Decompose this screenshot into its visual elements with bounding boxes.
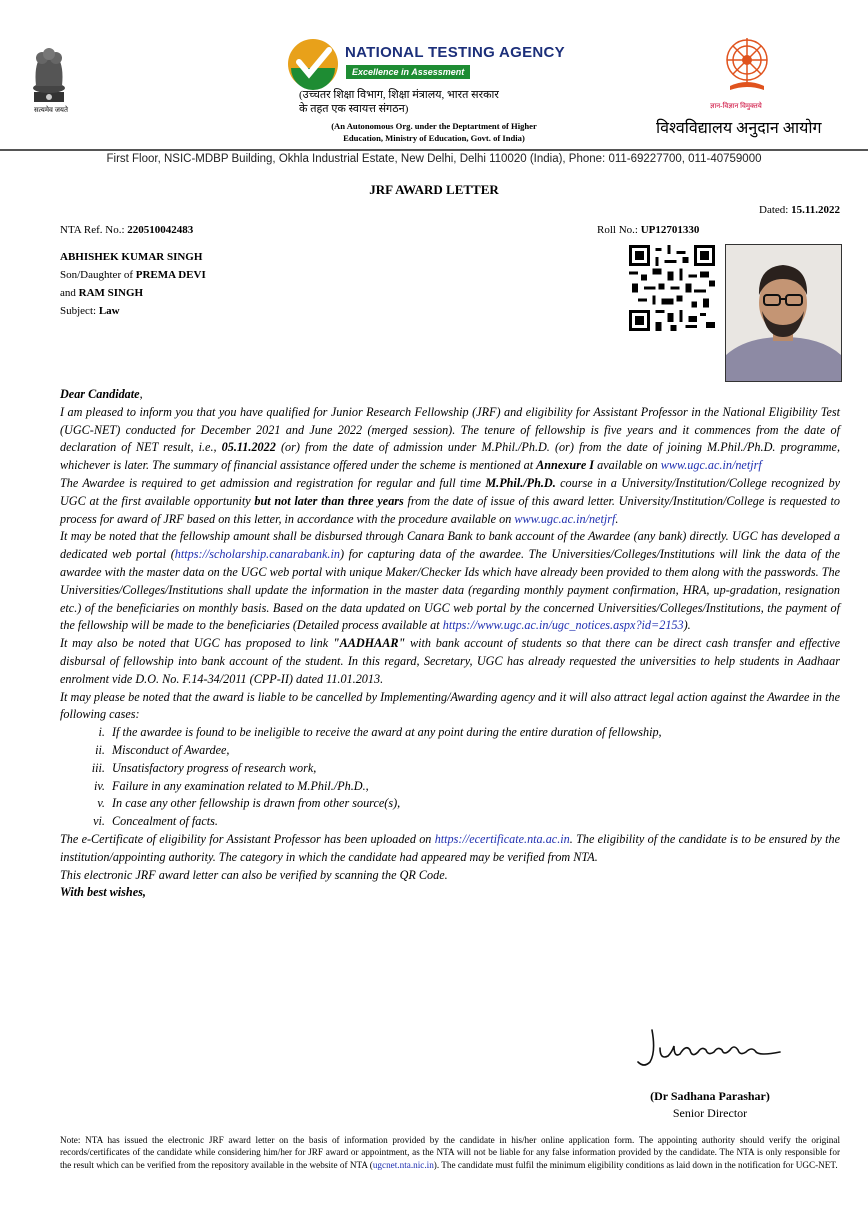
nta-hindi-line-1: (उच्चतर शिक्षा विभाग, शिक्षा मंत्रालय, भारत सरकार [299,89,499,101]
header-divider [0,149,868,151]
p2-text-c: from the date of issue of this award letter. University/Institution/College is requested to process for award of JRF based on this letter, in accordance with the procedure available on [60,493,840,526]
subject-label: Subject: [60,305,99,317]
paragraph-disbursal [60,528,840,635]
ref-label: NTA Ref. No.: [60,224,128,236]
letter-body: Dear Candidate, I am pleased to inform you that you have qualified for Junior Research Fellowship (JRF) and eligibility for Assistant Professor in the National Eligibility Test (UGC-NET) conducted for December 2021 and June 2022 (merged session). The tenure of fellowship is five years and it commences from the date of declaration of NET result, i.e., 05.11.2022 (or) from the date of admission under M.Phil./Ph.D. (or) from the date of joining M.Phil./Ph.D. programme, whichever is later. The summary of financial assistance offered under the scheme is mentioned at Annexure I available on www.ugc.ac.in/netjrf The Awardee is required to get admission and registration for regular and full time M.Phil./Ph.D. course in a University/Institution/College recognized by UGC at the first available opportunity but not later than three years from the date of issue of this award letter. University/Institution/College is requested to process for award of JRF based on this letter, in accordance with the procedure available on www.ugc.ac.in/netjrf. It may be noted that the fellowship amount shall be disbursed through Canara Bank to bank account of the Awardee (any bank) directly. UGC has developed a dedicated web portal (https://scholarship.canarabank.in) for capturing data of the awardee. The Universities/Colleges/Institutions will link the data of the awardee with the master data on the UGC web portal with unique Maker/Checker Ids which have already been provided to them along with the passwords. The Universities/Colleges/Institutions shall update the information in the master data (regarding monthly payment confirmation, HRA, up-gradation, resignation etc.) of the beneficiaries on monthly basis. Based on the data updated on UGC web portal by the concerned Universities/Colleges/Institutions, the payment of the fellowship will be made to the beneficiaries (Detailed process available at https://www.ugc.ac.in/ugc_notices.aspx?id=2153). It may also be noted that UGC has proposed to link "AADHAAR" with bank account of students so that there can be direct cash transfer and effective disbursal of fellowship into bank account of the student. In this regard, Secretary, UGC has already requested the universities to help students in Aadhaar enrolment vide D.O. No. F.14-34/2011 (CPP-II) dated 11.01.2013. It may please be noted that the award is liable to be cancelled by Implementing/Awarding agency and it will also attract legal action against the Awardee in the following cases: i. If the awardee is found to be ineligible to receive the award at any point during the entire duration of fellowship, ii. Misconduct of Awardee, iii. Unsatisfactory progress of research work, iv. Failure in any examination related to M.Phil./Ph.D., v. In case any other fellowship is drawn from other source(s), vi. Concealment of facts. The e-Certificate of eligibility for Assistant Professor has been uploaded on https://ecertificate.nta.ac.in. The eligibility of the candidate is to be ensured by the institution/appointing authority. The category in which the candidate had appeared may be verified from NTA. This electronic JRF award letter can also be verified by scanning the QR Code. With best wishes, [60,386,840,902]
course-name: M.Phil./Ph.D. [485,475,556,490]
paragraph-admission [60,475,840,528]
candidate-name: ABHISHEK KUMAR SINGH [60,251,203,263]
nta-ref [60,224,193,236]
parent-prefix: Son/Daughter of [60,269,136,281]
list-item: iii. Unsatisfactory progress of research work, [108,760,840,778]
paragraph-tenure [60,404,840,475]
qr-code-icon[interactable] [628,245,716,331]
cancellation-cases-list [60,724,840,831]
mother-name: PREMA DEVI [135,269,206,281]
nta-logo-icon [287,38,339,90]
roll-label: Roll No.: [597,224,641,236]
national-emblem-icon [24,36,74,116]
p1-text-c: available on [594,458,661,473]
ugc-name: विश्वविद्यालय अनुदान आयोग [656,120,822,137]
salutation: Dear Candidate [60,387,140,401]
subject-value: Law [98,305,120,317]
footer-note [60,1134,840,1171]
aadhaar-text: "AADHAAR" [332,636,406,651]
dated-label: Dated: [759,204,792,216]
paragraph-aadhaar [60,635,840,688]
paragraph-cancellation: It may please be noted that the award is liable to be cancelled by Implementing/Awarding agency and it will also attract legal action against the Awardee in the following cases: [60,689,840,722]
dated [759,204,840,216]
nta-english-line-2: Education, Ministry of Education, Govt. of India) [343,133,525,143]
ugcnet-link[interactable]: ugcnet.nta.nic.in [372,1159,434,1170]
netjrf-link[interactable]: www.ugc.ac.in/netjrf [660,458,762,473]
signatory [630,1088,790,1122]
nta-tagline: Excellence in Assessment [346,65,470,79]
netjrf-link-2[interactable]: www.ugc.ac.in/netjrf [514,511,616,526]
ecertificate-link[interactable]: https://ecertificate.nta.ac.in [434,831,570,846]
p2-text-d: . [615,511,619,526]
signature-image [630,1022,790,1070]
signatory-designation: Senior Director [672,1106,748,1120]
net-result-date: 05.11.2022 [221,440,276,455]
roll-number [597,224,699,236]
list-item: v. In case any other fellowship is drawn from other source(s), [108,795,840,813]
letter-title: JRF AWARD LETTER [369,182,499,197]
p1-text-a: I am pleased to inform you that you have qualified for Junior Research Fellowship (JRF) and eligibility for Assistant Professor in the National Eligibility Test (UGC-NET) conducted for December 2021 and June 2022 (merged session). The tenure of fellowship is five years and it commences from the date of declaration of NET result, i.e., [60,404,840,455]
ugc-motto: ज्ञान-विज्ञान विमुक्तये [710,102,762,110]
list-item: vi. Concealment of facts. [108,813,840,831]
dated-value: 15.11.2022 [791,204,840,216]
p4-text-a: It may also be noted that UGC has proposed to link [60,636,333,651]
closing: With best wishes, [60,885,146,900]
paragraph-ecertificate [60,831,840,867]
canarabank-link[interactable]: https://scholarship.canarabank.in [174,547,340,562]
nta-hindi-text [299,88,499,116]
list-item: i. If the awardee is found to be ineligible to receive the award at any point during the entire duration of fellowship, [108,724,840,742]
p3-text-b: ) for capturing data of the awardee. The Universities/Colleges/Institutions will link the data of the awardee with the master data on the UGC web portal with unique Maker/Checker Ids which have already been provided to them along with the passwords. The Universities/Colleges/Institutions shall update the information in the master data (regarding monthly payment confirmation, HRA, up-gradation, resignation etc.) of the beneficiaries on monthly basis. Based on the data updated on UGC web portal by the concerned Universities/Colleges/Institutions, the payment of the fellowship will be made to the beneficiaries (Detailed process available at [60,547,840,633]
p6-text-a: The e-Certificate of eligibility for Assistant Professor has been uploaded on [60,831,435,846]
nta-hindi-line-2: के तहत एक स्वायत्त संगठन) [299,103,409,115]
and-label: and [60,287,79,299]
p2-text-b: course in a University/Institution/College recognized by UGC at the first available opportunity [60,475,840,508]
p1-text-b: (or) from the date of admission under M.Phil./Ph.D. (or) from the date of joining M.Phil./Ph.D. programme, whichever is later. The summary of financial assistance offered under the scheme is mentioned at [60,440,841,473]
p6-text-b: . The eligibility of the candidate is to be ensured by the institution/appointing authority. The category in which the candidate had appeared may be verified from NTA. [60,831,841,864]
list-item: ii. Misconduct of Awardee, [108,742,840,760]
roll-value: UP12701330 [640,224,700,236]
p2-text-a: The Awardee is required to get admission and registration for regular and full time [60,475,486,490]
annexure-ref: Annexure I [536,458,595,473]
nta-english-line-1: (An Autonomous Org. under the Deptartment of Higher [331,121,537,131]
list-item: iv. Failure in any examination related to M.Phil./Ph.D., [108,778,840,796]
p3-text-c: ). [683,618,691,633]
emblem-caption: सत्यमेव जयते [34,106,68,114]
nta-english-text [299,120,569,144]
signatory-name: (Dr Sadhana Parashar) [650,1089,770,1103]
deadline-text: but not later than three years [254,493,404,508]
candidate-photo-image [726,245,841,381]
note-text-a: Note: NTA has issued the electronic JRF award letter on the basis of information provided by the candidate in his/her online application form. The appointing authority should verify the original records/certificates of the candidate while considering him/her for JRF award or appointment, as the NTA will not be liable for any false information provided by the candidate. The NTA is only responsible for the result which can be verified from the repository available in the website of NTA ( [60,1135,840,1170]
candidate-photo [725,244,842,382]
address-line: First Floor, NSIC-MDBP Building, Okhla Industrial Estate, New Delhi, Delhi 110020 (India), Phone: 011-69227700, 011-40759000 [106,153,762,165]
candidate-details [60,248,206,320]
nta-title: NATIONAL TESTING AGENCY [345,44,565,61]
paragraph-qr-verify: This electronic JRF award letter can also be verified by scanning the QR Code. [60,867,448,882]
p4-text-b: with bank account of students so that there can be direct cash transfer and effective disbursal of fellowship into bank account of the student. In this regard, Secretary, UGC has already requested the universities to help students in Aadhaar enrolment vide D.O. No. F.14-34/2011 (CPP-II) dated 11.01.2013. [60,636,841,686]
ugc-notices-link[interactable]: https://www.ugc.ac.in/ugc_notices.aspx?id=2153 [442,618,684,633]
p3-text-a: It may be noted that the fellowship amount shall be disbursed through Canara Bank to bank account of the Awardee (any bank) directly. UGC has developed a dedicated web portal ( [60,529,840,562]
ugc-logo-icon [724,34,770,94]
ref-value: 220510042483 [127,224,194,236]
father-name: RAM SINGH [78,287,144,299]
note-text-b: ). The candidate must fulfil the minimum eligibility conditions as laid down in the notification for UGC-NET. [433,1159,838,1170]
